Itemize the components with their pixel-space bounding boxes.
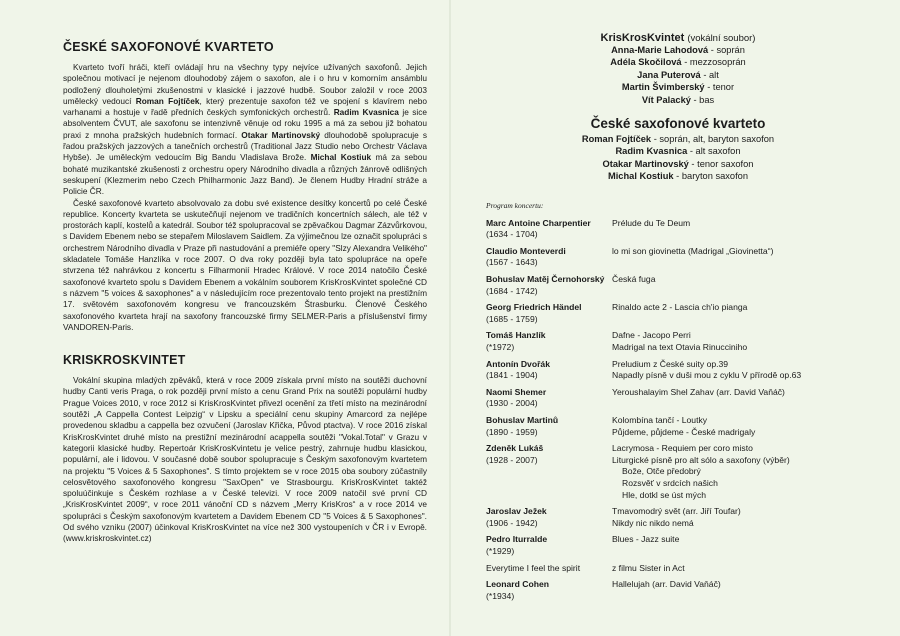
program-works — [612, 563, 870, 575]
composer-dates: (*1972) — [486, 342, 515, 352]
program-item — [486, 506, 870, 529]
work-title: Hallelujah (arr. David Vaňáč) — [612, 579, 721, 590]
member-name: Anna-Marie Lahodová — [611, 45, 709, 55]
program-composer — [486, 506, 612, 529]
program-works — [612, 506, 870, 529]
composer-name: Georg Friedrich Händel — [486, 302, 582, 313]
quartet-section-title: ČESKÉ SAXOFONOVÉ KVARTETO — [63, 40, 274, 54]
text-run: , který prezentuje saxofon též ve spojení s klavírem nebo varhanami a hostuje v řadě předních českých symfonických orchestrů. — [63, 95, 427, 118]
vocal-ensemble-name: KrisKrosKvintet — [600, 32, 685, 44]
program-label: Program koncertu: — [486, 200, 544, 210]
work-title: Madrigal na text Otavia Rinucciniho — [612, 342, 748, 352]
member-line — [486, 81, 870, 93]
member-role: - mezzosoprán — [681, 57, 746, 68]
program-item — [486, 563, 870, 575]
member-name: Vít Palacký — [641, 94, 691, 105]
member-role: - bas — [690, 94, 715, 105]
work-title: Půjdeme, půjdeme - České madrigaly — [612, 426, 756, 437]
member-line — [486, 94, 870, 106]
member-line — [486, 56, 870, 68]
program-item — [486, 218, 870, 241]
composer-dates: (*1929) — [486, 545, 515, 556]
text-run: je sice absolventem ČVUT, ale saxofonu se intenzivně věnuje od roku 1995 a má za sebou již bohatou praxi z mnoha pražských hudebních formací. — [63, 107, 427, 140]
program-works — [612, 534, 870, 557]
program-item — [486, 534, 870, 557]
vocal-members-list — [486, 44, 870, 106]
composer-dates: (1634 - 1704) — [486, 229, 538, 240]
member-line — [486, 69, 870, 81]
composer-name: Pedro Iturralde — [486, 534, 548, 545]
composer-dates: (1930 - 2004) — [486, 398, 538, 409]
composer-dates: (1928 - 2007) — [486, 454, 538, 465]
kvintet-section-title: KRISKROSKVINTET — [63, 353, 186, 368]
composer-dates: (1841 - 1904) — [486, 370, 538, 381]
composer-name: Everytime I feel the spirit — [486, 562, 581, 573]
program-item — [486, 579, 870, 602]
program-composer — [486, 563, 612, 575]
quartet-block — [486, 116, 870, 183]
program-composer — [486, 218, 612, 241]
member-role: - alt — [700, 69, 719, 80]
program-list — [486, 218, 870, 603]
work-title: lo mi son giovinetta (Madrigal „Giovinetta“) — [612, 245, 774, 256]
member-role: - alt saxofon — [687, 146, 741, 157]
work-title: Kolombína tančí - Loutky — [612, 414, 708, 425]
composer-name: Marc Antoine Charpentier — [486, 217, 591, 228]
work-title: Tmavomodrý svět (arr. Jiří Toufar) — [612, 506, 741, 517]
member-name: Michal Kostiuk — [310, 152, 372, 163]
member-line — [486, 158, 870, 170]
program-composer — [486, 330, 612, 353]
composer-dates: (*1934) — [486, 590, 515, 601]
work-title: Napadly písně v duši mou z cyklu V přírodě op.63 — [612, 370, 802, 381]
member-line — [486, 170, 870, 182]
program-composer — [486, 534, 612, 557]
work-title: Dafne - Jacopo Perri — [612, 330, 691, 341]
left-page — [63, 40, 427, 545]
quartet-members-list — [486, 133, 870, 183]
composer-name: Tomáš Hanzlík — [486, 330, 546, 341]
program-item — [486, 274, 870, 297]
program-item — [486, 359, 870, 382]
program-composer — [486, 387, 612, 410]
member-name: Otakar Martinovský — [241, 129, 321, 140]
program-works — [612, 579, 870, 602]
program-item — [486, 302, 870, 325]
program-works — [612, 443, 870, 501]
work-title: Liturgické písně pro alt sólo a saxofony (výběr) — [612, 454, 790, 465]
member-name: Radim Kvasnica — [615, 146, 688, 157]
composer-dates: (1906 - 1942) — [486, 517, 538, 528]
program-item — [486, 443, 870, 501]
composer-name: Jaroslav Ježek — [486, 506, 547, 517]
member-line — [486, 145, 870, 157]
program-works — [612, 387, 870, 410]
work-title: Rinaldo acte 2 - Lascia ch'io pianga — [612, 302, 748, 313]
composer-name: Naomi Shemer — [486, 386, 547, 397]
work-subtitle: Rozsvěť v srdcích našich — [622, 477, 718, 488]
member-name: Radim Kvasnica — [333, 107, 399, 118]
text-run: má za sebou bohaté muzikantské zkušenosti z orchestru opery Národního divadla a různých žánrově odlišných seskupení (Klezmerim nebo Czech Philharmonic Jazz Band). Je členem Hudby Hradní stráže a Policie ČR. — [63, 152, 427, 197]
member-role: - baryton saxofon — [673, 171, 749, 182]
composer-dates: (1567 - 1643) — [486, 257, 538, 268]
composer-name: Zdeněk Lukáš — [486, 443, 544, 454]
composer-dates: (1685 - 1759) — [486, 313, 538, 324]
composer-dates: (1684 - 1742) — [486, 285, 538, 296]
member-line — [486, 44, 870, 56]
work-title: Yeroushalayim Shel Zahav (arr. David Vaňáč) — [612, 386, 785, 397]
quartet-title: České saxofonové kvarteto — [590, 116, 766, 132]
composer-name: Bohuslav Martinů — [486, 414, 559, 425]
member-role: - tenor saxofon — [688, 158, 754, 169]
work-title: Blues - Jazz suite — [612, 534, 680, 545]
program-composer — [486, 274, 612, 297]
program-works — [612, 218, 870, 241]
member-name: Adéla Skočilová — [610, 57, 682, 68]
member-role: - soprán — [708, 45, 745, 55]
member-name: Roman Fojtíček — [581, 134, 652, 145]
work-title: Nikdy nic nikdo nemá — [612, 517, 694, 528]
composer-name: Claudio Monteverdi — [486, 245, 566, 256]
quartet-bio-paragraph-2: České saxofonové kvarteto absolvovalo za dobu své existence desítky koncertů po celé České republice. Koncerty kvarteta se uskutečňují nejenom ve tradičních koncertních sálech, ale též v prostorách kaplí, kostelů a katedrál. Soubor též spolupracoval se zpěvačkou Dagmar Zázvůrkovou, s Davidem Ebenem nebo se stepařem Miloslavem Saidlem. Za výjimečnou lze označit spolupráci s orchestrem Národního divadla v Praze při nastudování a premiéře opery "Slzy Alexandra Velikého" skladatele Tomáše Hanzlíka v roce 2007. O dva roky později byla tato spolupráce na opeře stvrzena též nahrávkou z koncertu s Filharmonií Hradec Králové. V roce 2014 natočilo České saxofonové kvarteto spolu s Davidem Ebenem a vokálním souborem KrisKrosKvintet společné CD s názvem "5 voices & saxophones" a v následujícím roce prezentovalo tento projekt na prestižním 17. světovém saxofonovém kongresu ve francouzském Štrasburku. Členové Českého saxofonového kvarteta hrají na saxofony francouzské firmy SELMER-Paris a příslušenství firmy VANDOREN-Paris. — [63, 197, 427, 332]
work-title: Prélude du Te Deum — [612, 217, 691, 228]
program-composer — [486, 302, 612, 325]
member-name: Martin Švimberský — [621, 82, 705, 93]
work-title: z filmu Sister in Act — [612, 562, 685, 573]
program-item — [486, 330, 870, 353]
member-name: Michal Kostiuk — [607, 171, 674, 182]
program-works — [612, 246, 870, 269]
program-item — [486, 387, 870, 410]
text-run: Kvarteto tvoří hráči, kteří ovládají hru na všechny typy nejvíce užívaných saxofonů. Jejich společnou motivací je nejenom dlouhodobý zájem o saxofon, ale i o hru v komorním ansámblu podložený dlouholetými zkušenostmi v klasické i jazzové hudbě. Soubor založil v roce 2003 umělecký vedoucí — [63, 62, 427, 106]
work-title: Česká fuga — [612, 274, 656, 285]
member-name: Roman Fojtíček — [135, 95, 200, 106]
program-works — [612, 415, 870, 438]
kvintet-bio-paragraph: Vokální skupina mladých zpěváků, která v roce 2009 získala první místo na soutěži duchovní hudby Canti veris Praga, o rok později první místo a cenu Grand Prix na soutěži populární hudby Prague Voices 2010, v roce 2012 si KrisKrosKvintet přivezl ocenění za třetí místo na mezinárodní soutěži „A Cappella Contest Leipzig“ v Lipsku a speciální cenu skupiny Amarcord za nejlépe provedenou skladbu a cappella bez ozvučení (Jaroslav Křička, Původ ptactva). V roce 2016 získal KrisKrosKvintet druhé místo na prestižní mezinárodní acappella soutěži "Vokal.Total" v Grazu v kategorii klasické hudby. Repertoár KrisKrosKvintetu je velice pestrý, zahrnuje hudbu klasickou, populární, ale i lidovou. V současné době soubor spolupracuje s Českým saxofonovým kvartetem na projektu "5 Voices & 5 Saxophones". S tímto projektem se v roce 2015 oba soubory zúčastnily celosvětového saxofonového kongresu "SaxOpen" ve Strasbourgu. KrisKrosKvintet taktéž spoluúčinkuje s Českém rozhlase a v České televizi. V roce 2009 natočil své první CD „KrisKrosKvintet 2009“, v roce 2011 vánoční CD s názvem „Merry KrisKros“ a v roce 2014 ve spolupráci s Českým saxofonovým kvartetem a Davidem Ebenem CD "5 Voices & 5 Saxophones". Od svého vzniku (2007) účinkoval KrisKrosKvintet na více než 300 vystoupeních v ČR i v Evropě. (www.kriskroskvintet.cz) — [63, 375, 427, 544]
member-line — [486, 133, 870, 145]
work-subtitle: Hle, dotkl se úst mých — [622, 489, 707, 500]
vocal-ensemble-block — [486, 32, 870, 106]
program-composer — [486, 359, 612, 382]
member-name: Jana Puterová — [637, 69, 701, 80]
composer-dates: (1890 - 1959) — [486, 426, 538, 437]
work-title: Lacrymosa - Requiem per coro misto — [612, 443, 753, 454]
program-composer — [486, 246, 612, 269]
composer-name: Antonín Dvořák — [486, 358, 550, 369]
work-title: Preludium z České suity op.39 — [612, 358, 729, 369]
program-works — [612, 359, 870, 382]
program-item — [486, 246, 870, 269]
member-name: Otakar Martinovský — [602, 158, 689, 169]
page-fold — [449, 0, 451, 636]
vocal-ensemble-subtitle: (vokální soubor) — [687, 33, 756, 44]
composer-name: Bohuslav Matěj Černohorský — [486, 274, 605, 285]
program-composer — [486, 415, 612, 438]
member-role: - tenor — [704, 82, 735, 93]
composer-name: Leonard Cohen — [486, 579, 550, 590]
work-subtitle: Bože, Otče předobrý — [622, 466, 701, 477]
program-composer — [486, 579, 612, 602]
program-works — [612, 302, 870, 325]
program-works — [612, 274, 870, 297]
right-page — [486, 32, 870, 607]
vocal-ensemble-title — [486, 32, 870, 44]
program-works — [612, 330, 870, 353]
text-run: dlouhodobě spolupracuje s řadou pražských jazzových a tanečních orchestrů (Traditional Jazz Studio nebo Orchestr Václava Hybše). Je uměleckým vedoucím Big Bandu Vladislava Brože. — [63, 129, 428, 163]
program-item — [486, 415, 870, 438]
quartet-bio-paragraph-1 — [63, 62, 427, 198]
member-role: - soprán, alt, baryton saxofon — [651, 134, 775, 145]
program-composer — [486, 443, 612, 501]
